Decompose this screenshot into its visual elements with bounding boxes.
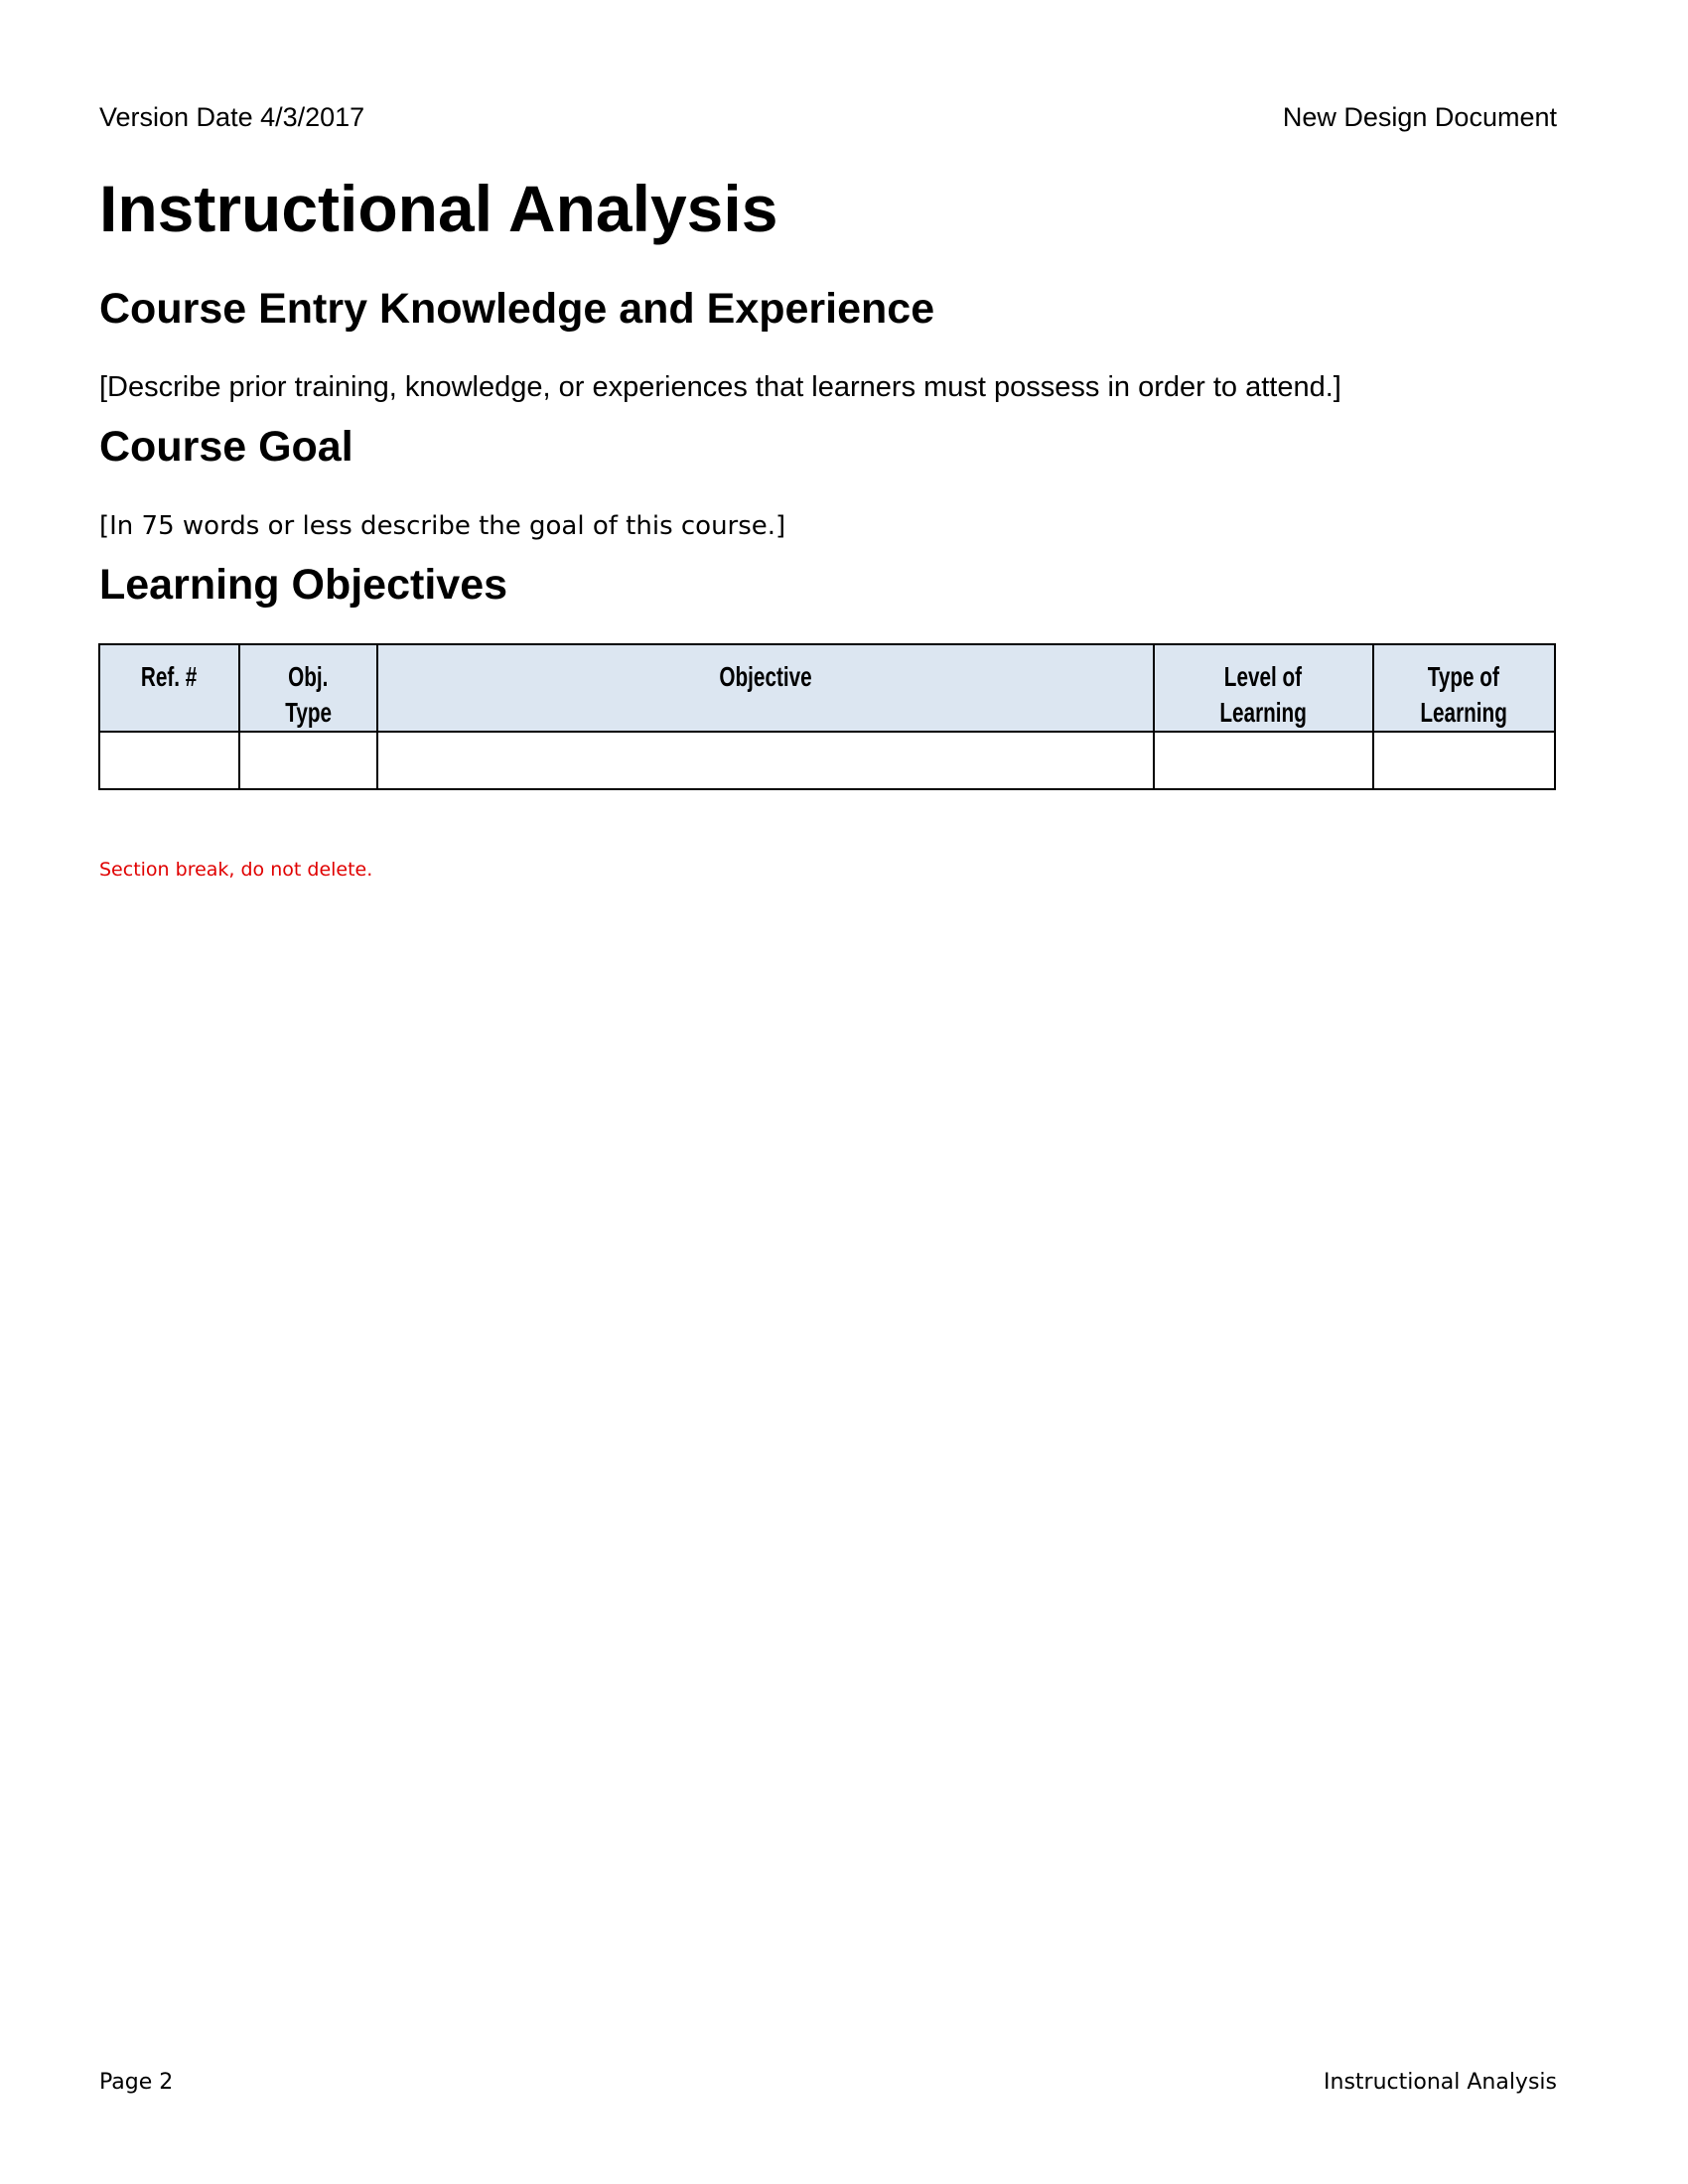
footer-section-title: Instructional Analysis <box>1324 2070 1557 2095</box>
table-cell-ref[interactable] <box>99 732 239 789</box>
column-header-level-of-learning: Level of Learning <box>1154 644 1373 732</box>
header-document-title: New Design Document <box>1282 102 1557 132</box>
footer-page-number: Page 2 <box>99 2070 174 2095</box>
table-cell-level-of-learning[interactable] <box>1154 732 1373 789</box>
learning-objectives-heading: Learning Objectives <box>99 561 508 609</box>
table-cell-type-of-learning[interactable] <box>1373 732 1555 789</box>
entry-knowledge-placeholder: [Describe prior training, knowledge, or experiences that learners must possess in order to attend.] <box>99 371 1341 403</box>
section-break-note: Section break, do not delete. <box>99 859 373 881</box>
course-goal-placeholder: [In 75 words or less describe the goal of this course.] <box>99 511 786 541</box>
course-goal-heading: Course Goal <box>99 423 353 471</box>
column-header-obj-type: Obj. Type <box>239 644 377 732</box>
column-header-objective: Objective <box>377 644 1154 732</box>
column-header-ref: Ref. # <box>99 644 239 732</box>
table-row <box>99 732 1555 789</box>
table-cell-obj-type[interactable] <box>239 732 377 789</box>
header-version-date: Version Date 4/3/2017 <box>99 102 365 132</box>
entry-knowledge-heading: Course Entry Knowledge and Experience <box>99 285 935 333</box>
page-title: Instructional Analysis <box>99 172 778 245</box>
learning-objectives-table <box>98 643 1556 790</box>
column-header-type-of-learning: Type of Learning <box>1373 644 1555 732</box>
table-cell-objective[interactable] <box>377 732 1154 789</box>
table-header-row <box>99 644 1555 732</box>
